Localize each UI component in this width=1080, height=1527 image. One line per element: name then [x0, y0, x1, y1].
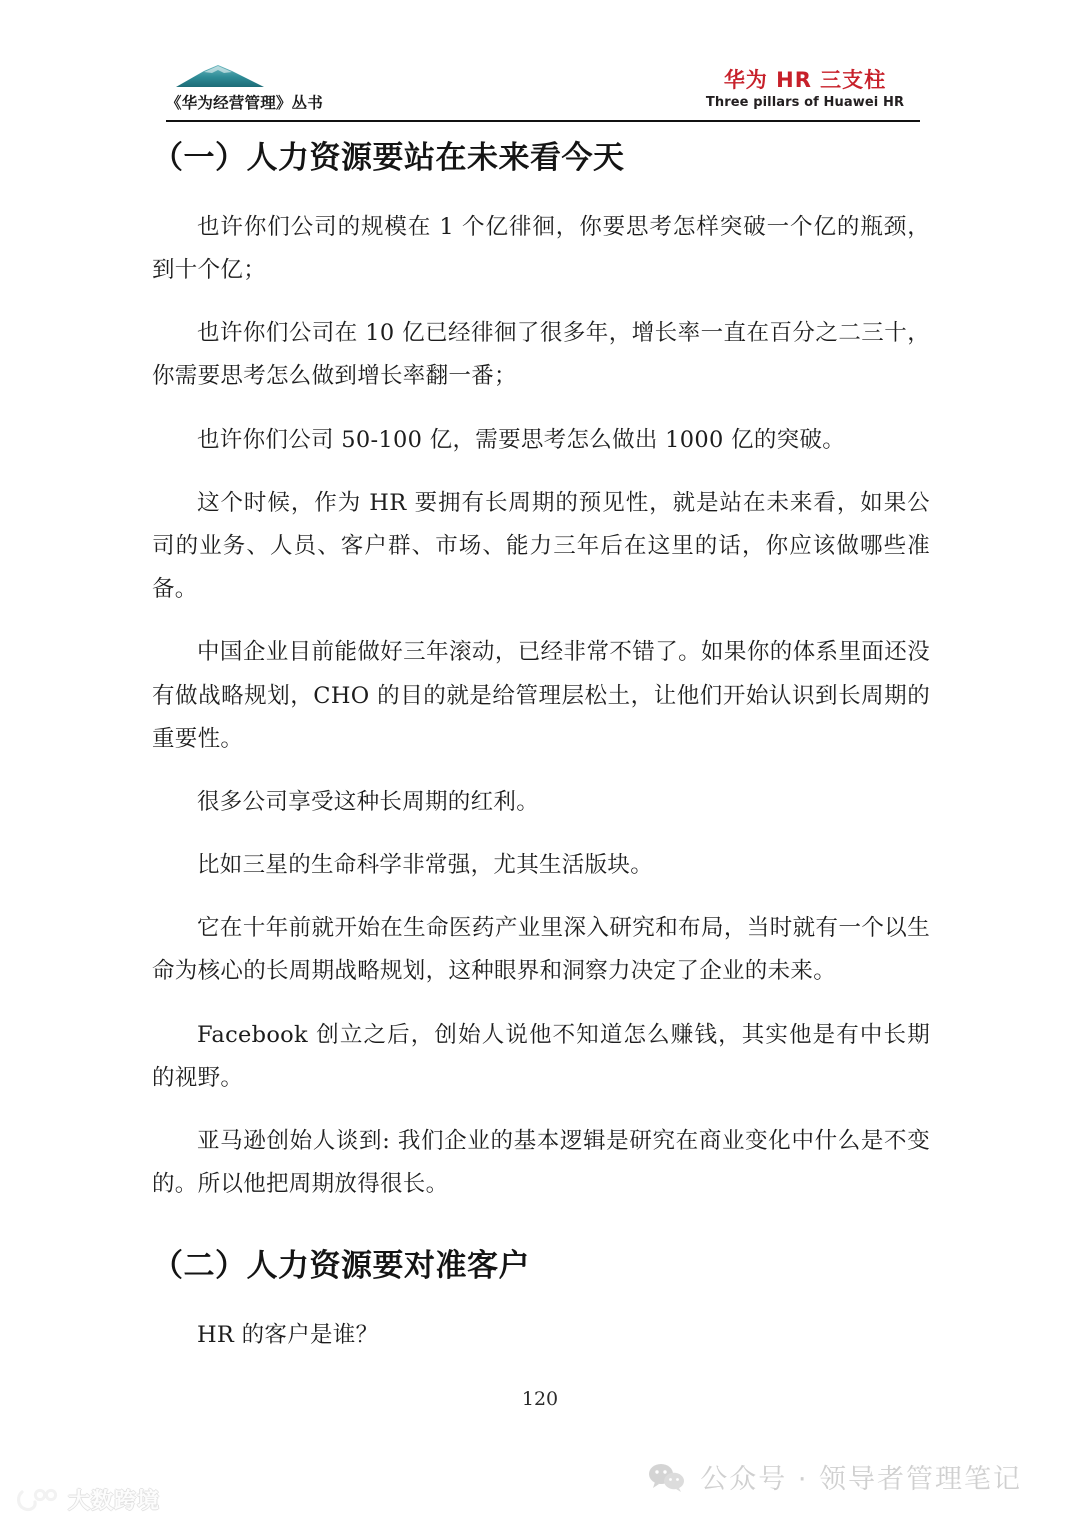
- header-right-block: [690, 68, 920, 110]
- paragraph: 亚马逊创始人谈到: 我们企业的基本逻辑是研究在商业变化中什么是不变的。所以他把周期放得很长。: [152, 1128, 930, 1198]
- paragraph: Facebook 创立之后，创始人说他不知道怎么赚钱，其实他是有中长期的视野。: [152, 1021, 930, 1091]
- paragraph-block: [152, 1120, 930, 1206]
- header-left-block: [166, 62, 486, 113]
- site-watermark: [16, 1484, 160, 1515]
- paragraph-block: [152, 312, 930, 398]
- section-1: [152, 138, 930, 1206]
- paragraph: 比如三星的生命科学非常强，尤其生活版块。: [197, 852, 654, 879]
- paragraph: 也许你们公司 50-100 亿，需要思考怎么做出 1000 亿的突破。: [197, 426, 846, 453]
- dashu-logo-icon: [16, 1486, 60, 1514]
- brand-title-cn: 华为 HR 三支柱: [723, 68, 887, 92]
- paragraph: 也许你们公司在 10 亿已经徘徊了很多年，增长率一直在百分之二三十，你需要思考怎么做到增长率翻一番；: [152, 320, 930, 390]
- brand-title-en: Three pillars of Huawei HR: [705, 95, 905, 111]
- paragraph: 很多公司享受这种长周期的红利。: [197, 788, 540, 815]
- paragraph-block: [152, 1314, 930, 1357]
- section-2: [152, 1246, 930, 1357]
- footer-watermark-band: [0, 1435, 1080, 1527]
- paragraph-block: [152, 206, 930, 292]
- wechat-watermark: [648, 1457, 1022, 1496]
- paragraph-block: [152, 844, 930, 887]
- header-divider: [166, 120, 920, 122]
- paragraph-block: [152, 907, 930, 993]
- page-header: [166, 62, 920, 120]
- paragraph: 也许你们公司的规模在 1 个亿徘徊，你要思考怎样突破一个亿的瓶颈，到十个亿；: [152, 213, 930, 284]
- mountain-logo-icon: [174, 62, 266, 88]
- paragraph-block: [152, 419, 930, 462]
- wechat-icon: [648, 1462, 686, 1492]
- page-number: 120: [521, 1388, 559, 1410]
- paragraph-block: [152, 1014, 930, 1100]
- section-1-heading: （一）人力资源要站在未来看今天: [152, 140, 625, 176]
- wechat-watermark-text: 公众号 · 领导者管理笔记: [700, 1464, 1022, 1495]
- paragraph-block: [152, 781, 930, 824]
- series-title: 《华为经营管理》丛书: [166, 94, 324, 112]
- paragraph: 这个时候，作为 HR 要拥有长周期的预见性，就是站在未来看，如果公司的业务、人员、客户群、市场、能力三年后在这里的话，你应该做哪些准备。: [152, 489, 930, 603]
- paragraph: HR 的客户是谁？: [197, 1322, 379, 1349]
- site-watermark-text: 大数跨境: [68, 1489, 161, 1514]
- paragraph-block: [152, 482, 930, 612]
- paragraph: 它在十年前就开始在生命医药产业里深入研究和布局，当时就有一个以生命为核心的长周期战略规划，这种眼界和洞察力决定了企业的未来。: [152, 915, 930, 985]
- section-2-heading: （二）人力资源要对准客户: [152, 1248, 530, 1285]
- paragraph: 中国企业目前能做好三年滚动，已经非常不错了。如果你的体系里面还没有做战略规划，CHO 的目的就是给管理层松土，让他们开始认识到长周期的重要性。: [152, 639, 930, 752]
- paragraph-block: [152, 631, 930, 761]
- page-content: [152, 132, 930, 1357]
